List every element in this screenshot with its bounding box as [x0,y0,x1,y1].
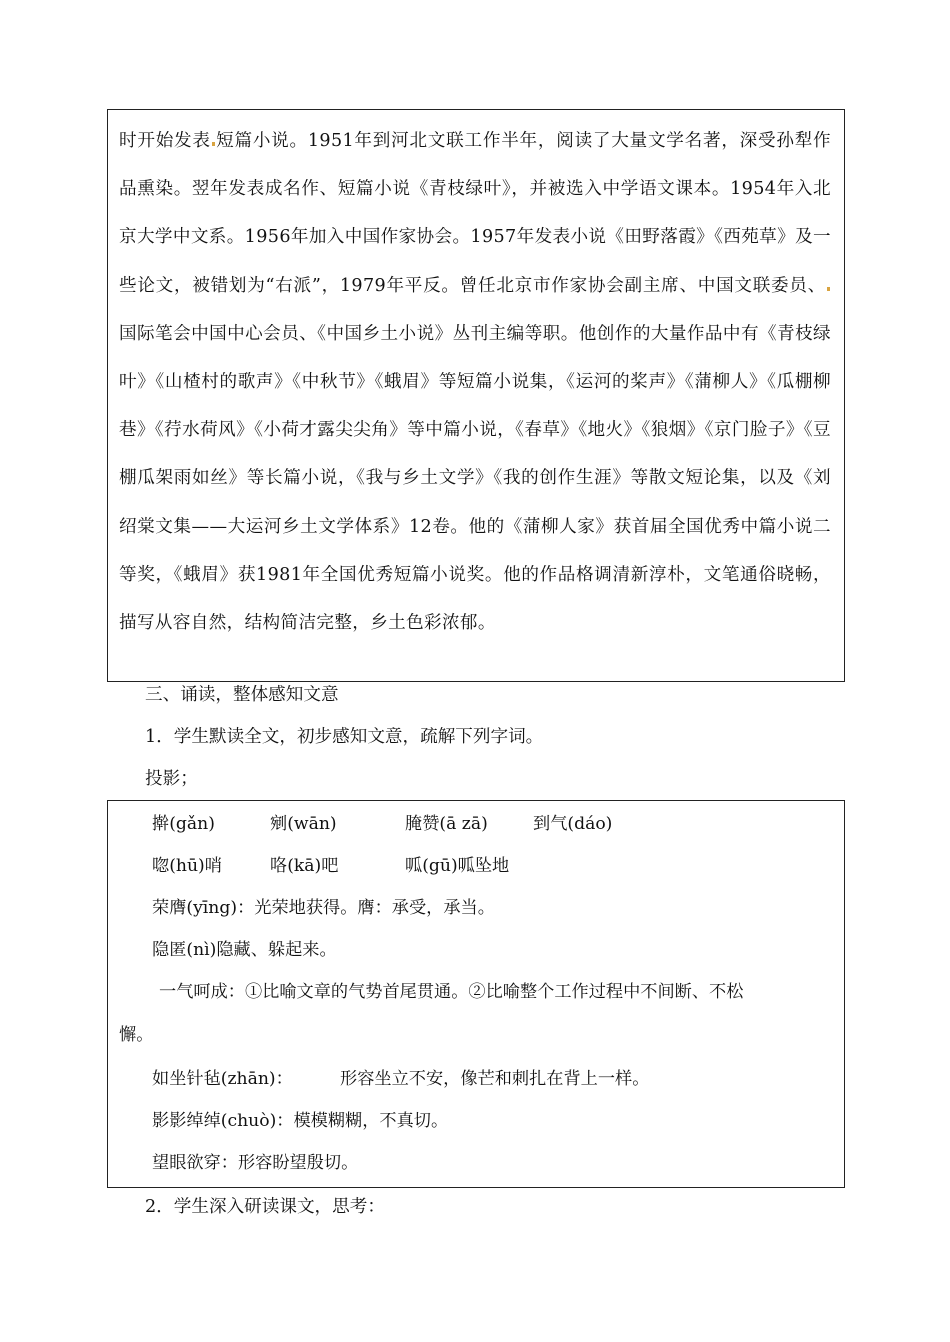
author-biography-box [107,109,845,682]
vocab-term: 如坐针毡(zhān)： [152,1069,293,1089]
author-biography-text [119,117,831,647]
vocab-definition: 荣膺(yīng)：光荣地获得。膺：承受，承当。 [152,898,495,918]
section-heading: 三、诵读，整体感知文意 [145,685,339,705]
vocab-item: 到气(dáo) [533,814,613,834]
vocab-definition: 一气呵成：①比喻文章的气势首尾贯通。②比喻整个工作过程中不间断、不松 [159,982,744,1002]
vocabulary-box [107,800,845,1188]
vocab-definition: 望眼欲穿：形容盼望殷切。 [152,1153,359,1173]
bio-text-part-2: 短篇小说。1951年到河北文联工作半年，阅读了大量文学名著，深受孙犁作品熏染。翌年发表成名作、短篇小说《青枝绿叶》，并被选入中学语文课本。1954年入北京大学中文系。1956年加入中国作家协会。1957年发表小说《田野落霞》《西苑草》及一些论文，被错划为“右派”，1979年平反。曾任北京市作家协会副主席、中国文联委员、 [119,131,831,296]
vocab-item: 唿(hū)哨 [152,856,222,876]
step-2-instruction: 2．学生深入研读课文，思考： [145,1197,385,1217]
vocab-item: 呱(gū)呱坠地 [405,856,510,876]
vocab-item: 擀(gǎn) [152,814,215,834]
vocab-definition: 影影绰绰(chuò)：模模糊糊，不真切。 [152,1111,449,1131]
vocab-definition-continued: 懈。 [119,1025,154,1045]
bio-text-part-1: 时开始发表 [119,131,211,151]
cursor-mark [827,287,830,291]
vocab-item: 腌赞(ā zā) [405,814,488,834]
projection-label: 投影； [145,769,198,789]
vocab-definition: 隐匿(nì)隐藏、躲起来。 [152,940,337,960]
step-1-instruction: 1．学生默读全文，初步感知文意，疏解下列字词。 [145,727,544,747]
vocab-definition: 形容坐立不安，像芒和刺扎在背上一样。 [340,1069,650,1089]
bio-text-part-3: 国际笔会中国中心会员、《中国乡土小说》丛刊主编等职。他创作的大量作品中有《青枝绿叶》《山楂村的歌声》《中秋节》《蛾眉》等短篇小说集，《运河的桨声》《蒲柳人》《瓜棚柳巷》《荇水荷风》《小荷才露尖尖角》等中篇小说，《春草》《地火》《狼烟》《京门脸子》《豆棚瓜架雨如丝》等长篇小说，《我与乡土文学》《我的创作生涯》等散文短论集，以及《刘绍棠文集——大运河乡土文学体系》12卷。他的《蒲柳人家》获首届全国优秀中篇小说二等奖，《蛾眉》获1981年全国优秀短篇小说奖。他的作品格调清新淳朴，文笔通俗晓畅，描写从容自然，结构简洁完整，乡土色彩浓郁。 [119,323,831,634]
cursor-mark [212,142,215,146]
vocab-item: 剜(wān) [270,814,337,834]
vocab-item: 咯(kā)吧 [270,856,339,876]
